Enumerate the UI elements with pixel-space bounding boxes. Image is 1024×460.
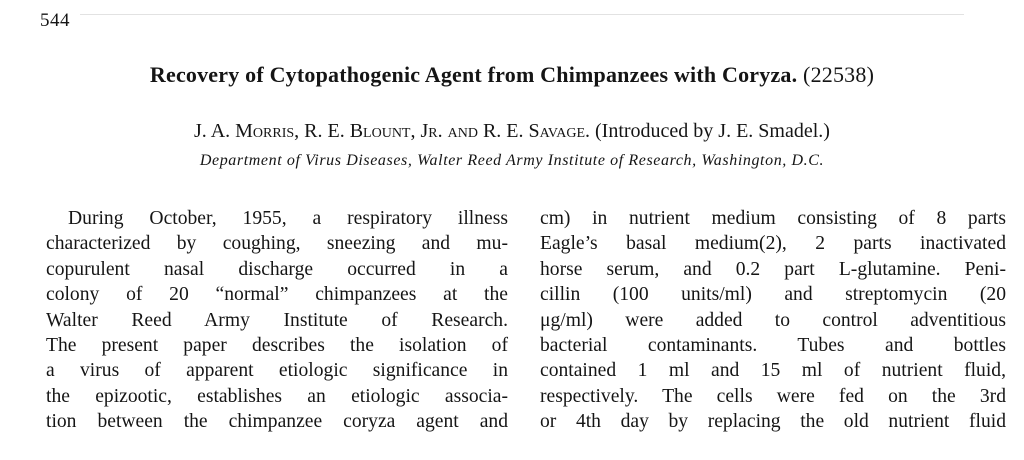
text-line: The present paper describes the isolation of	[46, 334, 508, 356]
page-number: 544	[40, 10, 70, 31]
text-line: tion between the chimpanzee coryza agent and	[46, 411, 508, 433]
title-text: Recovery of Cytopathogenic Agent from Chimpanzees with Coryza.	[149, 62, 798, 87]
text-line: a virus of apparent etiologic significance in	[46, 360, 508, 382]
text-line: μg/ml) were added to control adventitious	[540, 309, 1006, 331]
text-line: contained 1 ml and 15 ml of nutrient fluid,	[540, 360, 1006, 382]
top-rule	[80, 14, 964, 15]
text-line: bacterial contaminants. Tubes and bottles	[540, 334, 1006, 356]
text-line: cm) in nutrient medium consisting of 8 parts	[540, 208, 1006, 229]
text-line: characterized by coughing, sneezing and mu-	[46, 233, 508, 255]
author-line	[0, 120, 1024, 143]
text-line: or 4th day by replacing the old nutrient fluid	[540, 411, 1006, 433]
text-line: copurulent nasal discharge occurred in a	[46, 258, 508, 280]
title-reference: (22538)	[803, 62, 875, 87]
authors: J. A. Morris, R. E. Blount, Jr. and R. E. Savage.	[194, 120, 591, 142]
text-line: colony of 20 “normal” chimpanzees at the	[46, 284, 508, 306]
text-line: the epizootic, establishes an etiologic associa-	[46, 385, 508, 407]
text-line: During October, 1955, a respiratory illness	[68, 208, 508, 229]
text-line: respectively. The cells were fed on the 3rd	[540, 385, 1006, 407]
article-title	[0, 62, 1024, 88]
text-line: Walter Reed Army Institute of Research.	[46, 309, 508, 331]
affiliation: Department of Virus Diseases, Walter Reed Army Institute of Research, Washington, D.C.	[199, 152, 825, 169]
text-line: horse serum, and 0.2 part L-glutamine. Peni-	[540, 258, 1006, 280]
text-line: cillin (100 units/ml) and streptomycin (20	[540, 284, 1006, 306]
text-line: Eagle’s basal medium(2), 2 parts inactivated	[540, 233, 1006, 255]
body-column-left	[46, 206, 508, 435]
introduced-by: (Introduced by J. E. Smadel.)	[595, 120, 830, 142]
body-column-right	[540, 206, 1006, 435]
